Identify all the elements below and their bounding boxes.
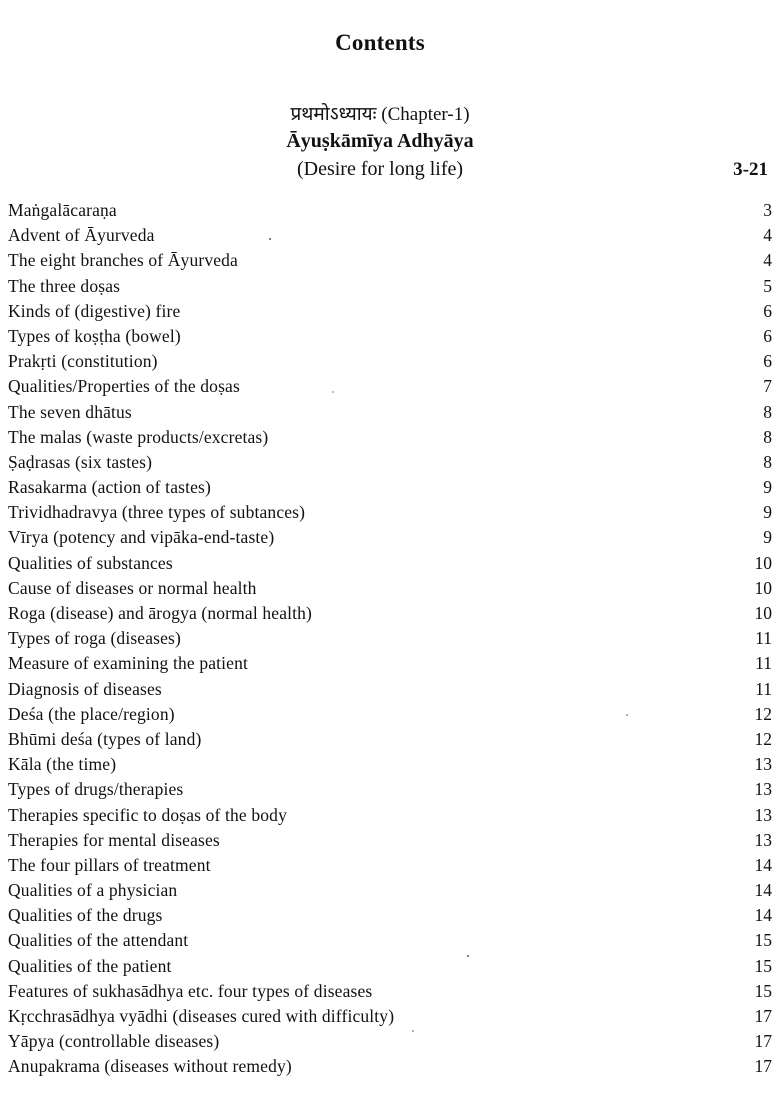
entry-page-number: 9 xyxy=(763,502,772,523)
entry-page-number: 17 xyxy=(754,1056,772,1077)
entry-title: Advent of Āyurveda xyxy=(8,225,155,246)
scan-speck xyxy=(412,1030,414,1032)
entry-title: The three doṣas xyxy=(8,275,121,296)
entry-title: Bhūmi deśa (types of land) xyxy=(8,728,202,749)
entry-page-number: 12 xyxy=(754,703,772,724)
entry-page-number: 14 xyxy=(754,880,772,901)
entry-page-number: 17 xyxy=(754,1031,772,1052)
entry-title: Maṅgalācaraṇa xyxy=(8,200,117,220)
entry-page-number: 15 xyxy=(754,955,772,976)
chapter-title: Āyuṣkāmīya Adhyāya xyxy=(286,130,474,152)
chapter-heading: प्रथमोऽध्यायः (Chapter-1) xyxy=(290,104,470,125)
entry-page-number: 11 xyxy=(755,653,772,674)
entry-title: Types of drugs/therapies xyxy=(8,779,184,800)
scan-speck xyxy=(626,714,628,716)
contents-entry xyxy=(8,954,772,979)
entry-title: Rasakarma (action of tastes) xyxy=(8,477,211,498)
contents-entry xyxy=(8,400,772,425)
contents-entry xyxy=(8,525,772,550)
contents-entry xyxy=(8,752,772,777)
entry-title: Types of roga (diseases) xyxy=(8,628,181,649)
entry-page-number: 3 xyxy=(763,200,772,220)
entry-page-number: 13 xyxy=(754,754,772,775)
chapter-page-range: 3-21 xyxy=(733,159,768,180)
entry-title: Trividhadravya (three types of subtances) xyxy=(8,502,306,523)
contents-entry xyxy=(8,475,772,500)
contents-entry xyxy=(8,248,772,273)
entry-title: Qualities of the drugs xyxy=(8,905,163,926)
contents-entry xyxy=(8,853,772,878)
entry-title: Qualities/Properties of the doṣas xyxy=(8,376,240,397)
entry-page-number: 15 xyxy=(754,930,772,951)
entry-page-number: 6 xyxy=(763,351,772,372)
entry-page-number: 6 xyxy=(763,325,772,346)
entry-page-number: 10 xyxy=(754,577,772,598)
contents-entry xyxy=(8,198,772,223)
entry-page-number: 13 xyxy=(754,779,772,800)
entry-page-number: 7 xyxy=(763,376,772,397)
entry-title: Features of sukhasādhya etc. four types of diseases xyxy=(8,980,373,1001)
contents-entry xyxy=(8,223,772,248)
entry-page-number: 14 xyxy=(754,854,772,875)
contents-list xyxy=(8,198,772,1080)
entry-title: Roga (disease) and ārogya (normal health) xyxy=(8,603,313,623)
entry-page-number: 4 xyxy=(763,250,772,271)
contents-entry xyxy=(8,1029,772,1054)
contents-entry xyxy=(8,626,772,651)
entry-title: Qualities of the patient xyxy=(8,955,172,976)
contents-entry xyxy=(8,777,772,802)
contents-entry xyxy=(8,274,772,299)
entry-title: Therapies for mental diseases xyxy=(8,829,220,850)
entry-page-number: 9 xyxy=(763,527,772,548)
entry-page-number: 8 xyxy=(763,401,772,422)
contents-entry xyxy=(8,1054,772,1079)
entry-page-number: 14 xyxy=(754,905,772,926)
contents-entry xyxy=(8,828,772,853)
contents-entry xyxy=(8,928,772,953)
contents-entry xyxy=(8,1004,772,1029)
contents-entry xyxy=(8,324,772,349)
entry-title: Ṣaḍrasas (six tastes) xyxy=(8,451,153,472)
contents-entry xyxy=(8,299,772,324)
entry-page-number: 8 xyxy=(763,426,772,447)
entry-title: Qualities of the attendant xyxy=(8,930,189,951)
contents-entry xyxy=(8,677,772,702)
chapter-subtitle: (Desire for long life) xyxy=(296,158,464,180)
entry-title: Prakṛti (constitution) xyxy=(8,351,158,372)
entry-title: Qualities of substances xyxy=(8,552,173,573)
contents-entry xyxy=(8,450,772,475)
entry-title: Cause of diseases or normal health xyxy=(8,577,257,598)
entry-page-number: 5 xyxy=(763,275,772,296)
entry-page-number: 4 xyxy=(763,225,772,246)
entry-page-number: 10 xyxy=(754,552,772,573)
contents-entry xyxy=(8,576,772,601)
contents-entry xyxy=(8,425,772,450)
page-title: Contents xyxy=(335,30,425,55)
entry-page-number: 13 xyxy=(754,829,772,850)
entry-title: Kinds of (digestive) fire xyxy=(8,300,181,321)
entry-title: Deśa (the place/region) xyxy=(8,703,175,724)
entry-page-number: 12 xyxy=(754,728,772,749)
entry-title: The four pillars of treatment xyxy=(8,854,211,875)
contents-entry xyxy=(8,803,772,828)
entry-title: Kāla (the time) xyxy=(8,754,117,775)
entry-page-number: 13 xyxy=(754,804,772,825)
entry-page-number: 10 xyxy=(754,603,772,623)
contents-entry xyxy=(8,878,772,903)
entry-page-number: 15 xyxy=(754,980,772,1001)
entry-title: Anupakrama (diseases without remedy) xyxy=(8,1056,292,1077)
scan-speck xyxy=(269,238,271,240)
entry-title: The eight branches of Āyurveda xyxy=(8,250,238,271)
entry-title: Kṛcchrasādhya vyādhi (diseases cured with difficulty) xyxy=(8,1006,395,1026)
entry-title: Qualities of a physician xyxy=(8,880,178,901)
contents-entry xyxy=(8,500,772,525)
entry-page-number: 8 xyxy=(763,451,772,472)
contents-entry xyxy=(8,651,772,676)
entry-page-number: 11 xyxy=(755,628,772,649)
entry-title: Types of koṣṭha (bowel) xyxy=(8,325,181,346)
contents-entry xyxy=(8,903,772,928)
entry-page-number: 6 xyxy=(763,300,772,321)
contents-entry xyxy=(8,551,772,576)
entry-title: Measure of examining the patient xyxy=(8,653,248,674)
entry-title: The malas (waste products/excretas) xyxy=(8,426,269,447)
entry-title: The seven dhātus xyxy=(8,401,132,422)
scan-speck xyxy=(467,955,469,957)
entry-page-number: 17 xyxy=(754,1006,772,1026)
scan-speck xyxy=(332,391,334,393)
entry-page-number: 9 xyxy=(763,477,772,498)
entry-title: Vīrya (potency and vipāka-end-taste) xyxy=(8,527,275,548)
entry-title: Yāpya (controllable diseases) xyxy=(8,1031,220,1052)
entry-page-number: 11 xyxy=(755,678,772,699)
contents-entry xyxy=(8,727,772,752)
contents-entry xyxy=(8,601,772,626)
contents-entry xyxy=(8,374,772,399)
entry-title: Diagnosis of diseases xyxy=(8,678,162,699)
contents-entry xyxy=(8,702,772,727)
contents-entry xyxy=(8,979,772,1004)
contents-entry xyxy=(8,349,772,374)
entry-title: Therapies specific to doṣas of the body xyxy=(8,804,287,825)
